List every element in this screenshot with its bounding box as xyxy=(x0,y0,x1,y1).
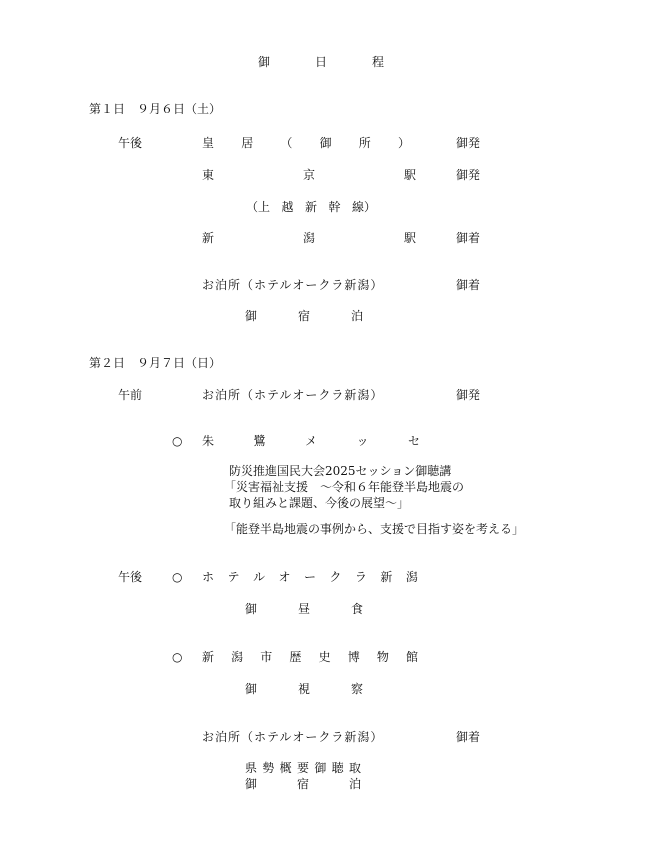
activity-char: 泊 xyxy=(350,309,363,323)
place-char: 潟 xyxy=(302,231,315,245)
place-char: 居 xyxy=(241,136,254,150)
activity-char: 御 xyxy=(245,602,258,616)
day1-header: 第１日 ９月６日（土） xyxy=(89,102,222,116)
activity-char: 宿 xyxy=(297,309,310,323)
activity-char: 宿 xyxy=(296,777,309,791)
briefing-char: 要 xyxy=(296,761,309,775)
venue-bullet: ○ xyxy=(172,434,183,448)
transit-char: 幹 xyxy=(328,200,341,214)
day2-period-pm: 午後 xyxy=(118,570,143,584)
transit-char: 新 xyxy=(304,200,317,214)
place-char: 所 xyxy=(358,136,371,150)
place-char: （ xyxy=(280,136,293,150)
activity-char: 視 xyxy=(297,682,310,696)
briefing-char: 御 xyxy=(314,761,327,775)
day1-place-imperial-palace xyxy=(202,136,410,150)
day2-header: 第２日 ９月７日（日） xyxy=(89,356,222,370)
day1-action-depart: 御発 xyxy=(456,136,481,150)
day2-venue-niigata-history-museum xyxy=(202,650,418,664)
briefing-char: 県 xyxy=(245,761,258,775)
event-line: 防災推進国民大会2025セッション御聴講 xyxy=(229,464,452,478)
day1-place-niigata-station xyxy=(202,231,416,245)
title-char: 程 xyxy=(371,55,384,69)
venue-bullet: ○ xyxy=(172,570,183,584)
venue-char: 新 xyxy=(380,570,393,584)
day2-briefing xyxy=(245,761,361,775)
title-char: 御 xyxy=(258,55,271,69)
venue-char: メ xyxy=(304,434,317,448)
day1-activity-overnight xyxy=(245,309,363,323)
venue-char: ル xyxy=(252,570,265,584)
place-char: ） xyxy=(397,136,410,150)
venue-char: ク xyxy=(329,570,342,584)
briefing-char: 勢 xyxy=(262,761,275,775)
venue-char: 歴 xyxy=(289,650,302,664)
transit-char: 越 xyxy=(281,200,294,214)
venue-char: 鷺 xyxy=(253,434,266,448)
transit-char: 線） xyxy=(351,200,376,214)
venue-char: 潟 xyxy=(231,650,244,664)
day1-action-depart: 御発 xyxy=(456,168,481,182)
venue-char: テ xyxy=(227,570,240,584)
venue-char: 博 xyxy=(347,650,360,664)
day2-activity-inspection xyxy=(245,682,363,696)
venue-bullet: ○ xyxy=(172,650,183,664)
venue-char: ラ xyxy=(354,570,367,584)
day2-action-depart: 御発 xyxy=(456,388,481,402)
place-char: 京 xyxy=(302,168,315,182)
day2-arrive-lodging: お泊所（ホテルオークラ新潟） xyxy=(202,730,384,744)
venue-char: ホ xyxy=(202,570,215,584)
day2-activity-overnight xyxy=(245,777,361,791)
place-char: 皇 xyxy=(202,136,215,150)
day2-period-am: 午前 xyxy=(118,388,143,402)
venue-char: 朱 xyxy=(202,434,215,448)
venue-char: 物 xyxy=(376,650,389,664)
venue-char: ッ xyxy=(356,434,369,448)
briefing-char: 取 xyxy=(348,761,361,775)
briefing-char: 概 xyxy=(279,761,292,775)
place-char: 駅 xyxy=(403,168,416,182)
activity-char: 御 xyxy=(245,309,258,323)
venue-char: 市 xyxy=(260,650,273,664)
event-line: 「災害福祉支援 ～令和６年能登半島地震の xyxy=(224,480,465,494)
activity-char: 食 xyxy=(350,602,363,616)
venue-char: 潟 xyxy=(405,570,418,584)
event-line: 取り組みと課題、今後の展望～」 xyxy=(229,496,410,510)
day2-venue-toki-messe xyxy=(202,434,420,448)
activity-char: 察 xyxy=(350,682,363,696)
day1-action-arrive: 御着 xyxy=(456,231,481,245)
day1-action-arrive: 御着 xyxy=(456,278,481,292)
day2-depart-lodging: お泊所（ホテルオークラ新潟） xyxy=(202,388,384,402)
transit-char: （上 xyxy=(246,200,271,214)
venue-char: 史 xyxy=(318,650,331,664)
briefing-char: 聴 xyxy=(331,761,344,775)
venue-char: ー xyxy=(303,570,316,584)
venue-char: セ xyxy=(407,434,420,448)
event-line: 「能登半島地震の事例から、支援で目指す姿を考える」 xyxy=(224,522,525,536)
day1-place-lodging: お泊所（ホテルオークラ新潟） xyxy=(202,278,384,292)
activity-char: 泊 xyxy=(348,777,361,791)
day1-place-tokyo-station xyxy=(202,168,416,182)
day2-activity-lunch xyxy=(245,602,363,616)
activity-char: 御 xyxy=(245,777,258,791)
place-char: 御 xyxy=(319,136,332,150)
day2-venue-hotel-okura-niigata xyxy=(202,570,418,584)
venue-char: オ xyxy=(278,570,291,584)
activity-char: 御 xyxy=(245,682,258,696)
place-char: 駅 xyxy=(403,231,416,245)
day1-period-pm: 午後 xyxy=(118,136,143,150)
activity-char: 昼 xyxy=(297,602,310,616)
venue-char: 館 xyxy=(405,650,418,664)
place-char: 新 xyxy=(202,231,215,245)
day2-action-arrive: 御着 xyxy=(456,730,481,744)
venue-char: 新 xyxy=(202,650,215,664)
title-char: 日 xyxy=(314,55,327,69)
place-char: 東 xyxy=(202,168,215,182)
day1-transit-joetsu-shinkansen xyxy=(246,200,376,214)
page-title xyxy=(258,55,384,69)
